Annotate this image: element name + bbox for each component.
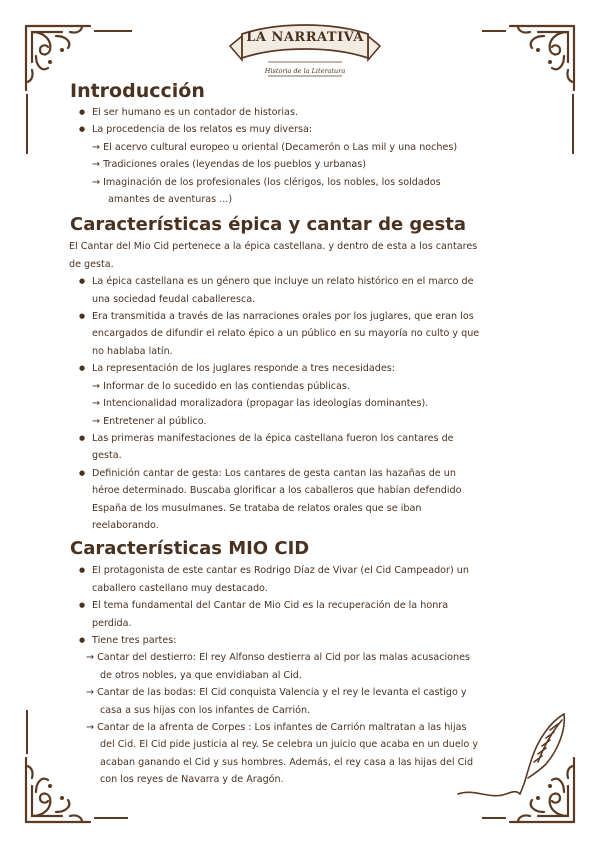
banner-subtitle: Historia de la Literatura [264,67,346,75]
line: caballero castellano muy destacado. [92,582,268,594]
border-line-top-left [94,30,132,32]
line: ● Tiene tres partes: [92,634,177,646]
sub-item: → Informar de lo sucedido en las contiendas públicas. [92,380,350,392]
part-line: de otros nobles, ya que envidiaban al Cid. [100,669,302,681]
epica-intro-line: de gesta. [69,258,114,270]
border-line-left-bottom [26,710,28,754]
list-item [92,632,530,649]
document-body [70,78,530,789]
border-line-top-right [482,30,506,32]
list-item [92,597,530,632]
list-item [92,430,530,465]
sub-item: → Intencionalidad moralizadora (propagar las ideologías dominantes). [92,398,429,410]
intro-list [70,104,530,208]
border-line-left-top [26,94,28,154]
heading-mio-cid: Características MIO CID [70,538,310,560]
border-line-bottom-right [482,817,506,819]
line: no hablaba latín. [92,345,173,357]
part-line: del Cid. El Cid pide justicia al rey. Se celebra un juicio que acaba en un duelo y [100,739,478,751]
list-item [92,308,530,360]
line: ● El tema fundamental del Cantar de Mio Cid es la recuperación de la honra [92,600,449,612]
epica-list [70,273,530,534]
cid-list [70,562,530,649]
line: ● Definición cantar de gesta: Los cantares de gesta cantan las hazañas de un [92,467,456,479]
sub-item: → Imaginación de los profesionales (los clérigos, los nobles, los soldados [92,176,441,188]
line: ● La épica castellana es un género que incluye un relato histórico en el marco de [92,276,474,288]
border-line-right-top [572,94,574,154]
line: gesta. [92,450,122,462]
line: España de los musulmanes. Se trataba de relatos orales que se iban [92,502,422,514]
line: reelaborando. [92,519,159,531]
heading-introduccion: Introducción [70,80,205,102]
list-item: ● El ser humano es un contador de historias. [92,104,530,121]
list-item [92,273,530,308]
line: ● El protagonista de este cantar es Rodrigo Díaz de Vivar (el Cid Campeador) un [92,565,469,577]
list-item [92,121,530,208]
sub-item-continuation: amantes de aventuras ...) [108,194,233,206]
part-line: casa a sus hijas con los infantes de Carrión. [100,704,311,716]
line: una sociedad feudal caballeresca. [92,293,256,305]
line: encargados de difundir el relato épico a un público en su mayoría no culto y que [92,328,480,340]
line: ● La representación de los juglares responde a tres necesidades: [92,363,395,375]
part-line: → Cantar de la afrenta de Corpes : Los infantes de Carrión maltratan a las hijas [86,722,467,733]
line: ● Las primeras manifestaciones de la épica castellana fueron los cantares de [92,432,454,444]
heading-epica: Características épica y cantar de gesta [70,214,466,236]
sub-item: → Tradiciones orales (leyendas de los pueblos y urbanas) [92,159,367,171]
border-line-bottom-left [94,817,128,819]
list-item-text: La procedencia de los relatos es muy diversa: [92,124,313,136]
list-item [92,465,530,535]
sub-item: → Entretener al público. [92,415,207,427]
epica-intro-line: El Cantar del Mio Cid pertenece a la épica castellana. y dentro de esta a los cantares [69,241,478,253]
part-line: → Cantar de las bodas: El Cid conquista Valencia y el rey le levanta el castigo y [86,687,467,699]
list-item [92,360,530,430]
sub-item: → El acervo cultural europeo u oriental (Decamerón o Las mil y una noches) [92,141,458,153]
quill-icon [454,710,582,802]
part-line: con los reyes de Navarra y de Aragón. [100,774,284,786]
line: héroe determinado. Buscaba glorificar a los caballeros que habían defendido [92,485,462,497]
list-item [92,562,530,597]
part-line: → Cantar del destierro: El rey Alfonso destierra al Cid por las malas acusaciones [86,652,471,664]
line: ● Era transmitida a través de las narraciones orales por los juglares, que eran los [92,311,474,323]
part-line: acaban ganando el Cid y sus hombres. Además, el rey casa a las hijas del Cid [100,756,474,768]
line: perdida. [92,617,132,629]
banner-title: LA NARRATIVA [246,30,364,45]
